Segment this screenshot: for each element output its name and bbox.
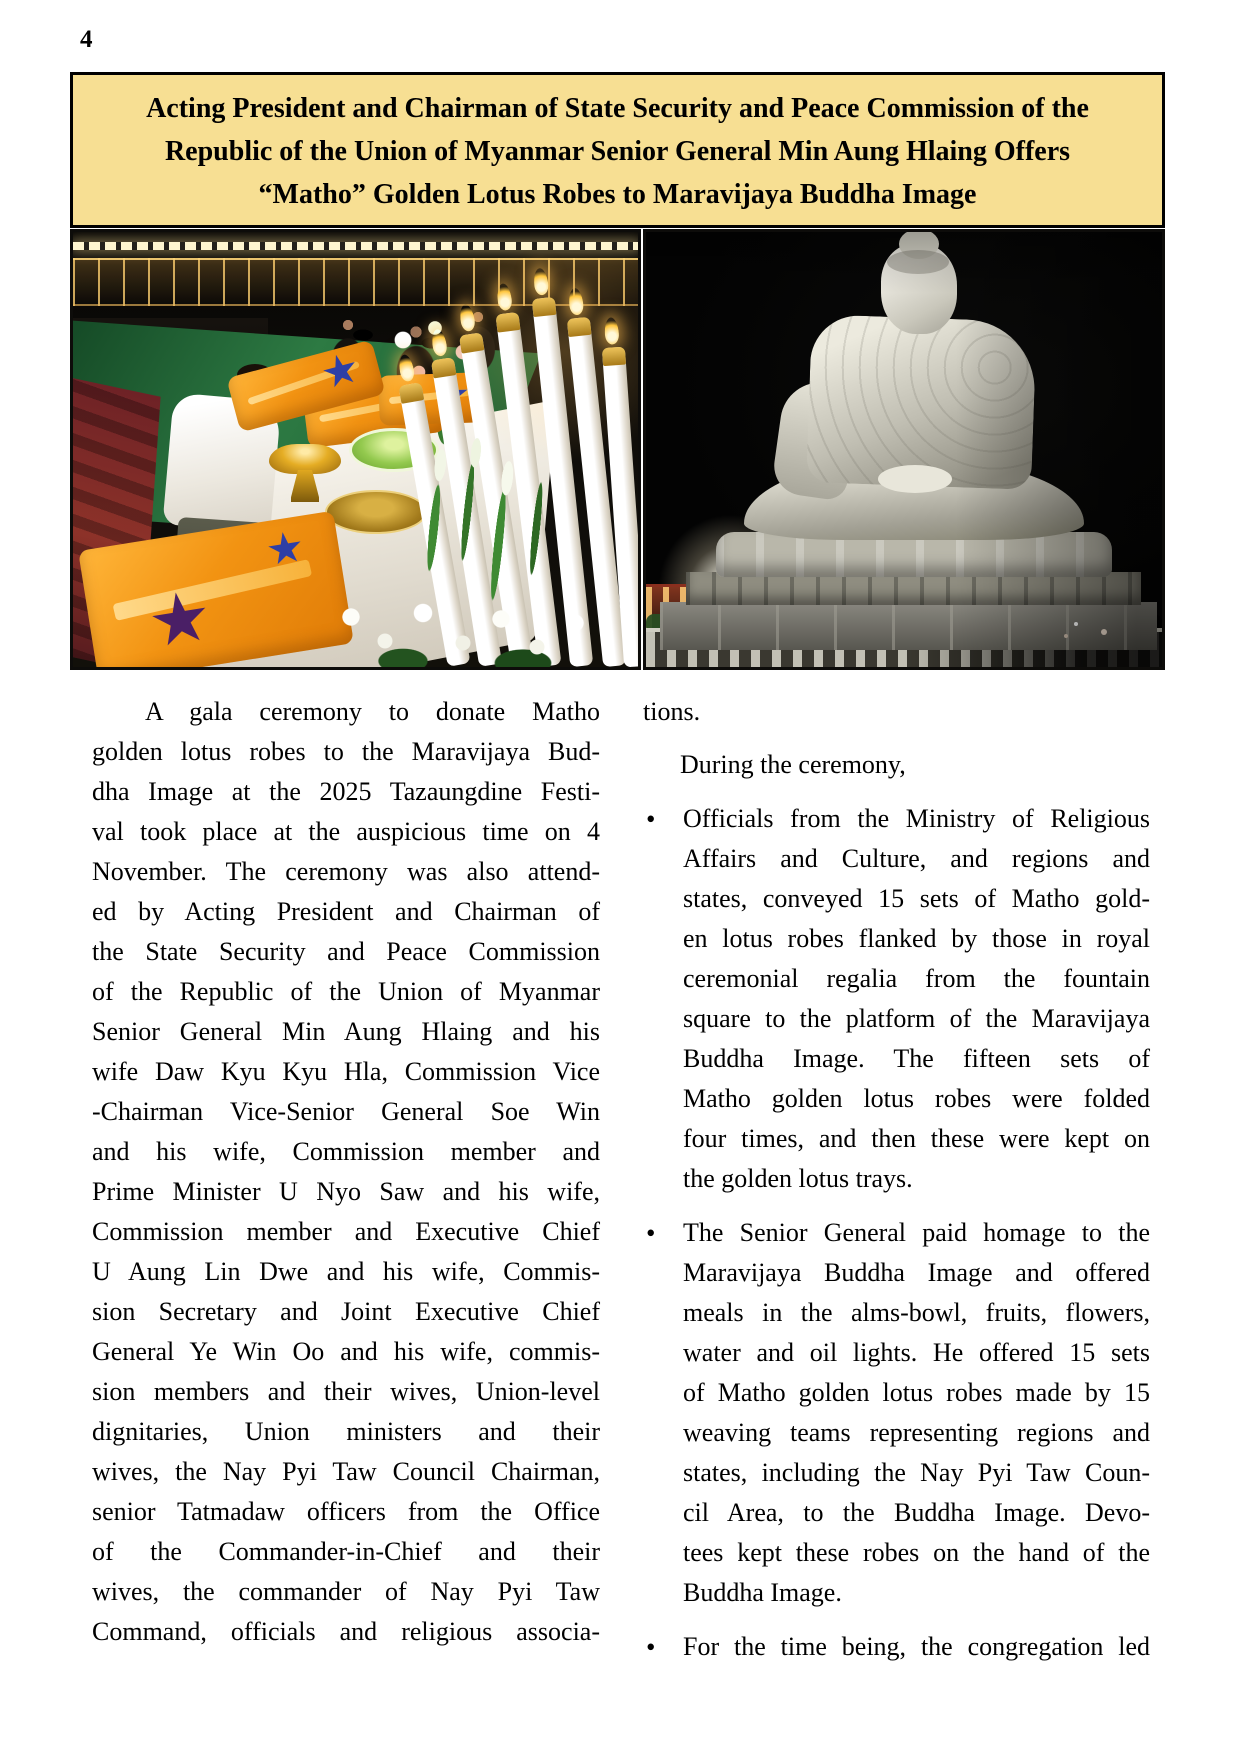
headline-line: Acting President and Chairman of State Security and Peace Commission of the — [146, 93, 1089, 124]
text-line: the golden lotus trays. — [683, 1164, 913, 1193]
text-line: U Aung Lin Dwe and his wife, Commis- — [92, 1257, 600, 1286]
paragraph-line: During the ceremony, — [680, 750, 906, 779]
text-line: Command, officials and religious associa- — [92, 1617, 600, 1646]
text-line: wives, the Nay Pyi Taw Council Chairman, — [92, 1457, 600, 1486]
text-line: Prime Minister U Nyo Saw and his wife, — [92, 1177, 600, 1206]
text-line: cil Area, to the Buddha Image. Devo- — [683, 1498, 1150, 1527]
text-line: meals in the alms-bowl, fruits, flowers, — [683, 1298, 1150, 1327]
text-line: Matho golden lotus robes were folded — [683, 1084, 1150, 1113]
text-line: -Chairman Vice-Senior General Soe Win — [92, 1097, 600, 1126]
bullet-marker: • — [646, 804, 656, 834]
text-line: sion Secretary and Joint Executive Chief — [92, 1297, 600, 1326]
shadow-overlay — [646, 232, 1162, 667]
text-line: the State Security and Peace Commission — [92, 937, 600, 966]
bullet-marker: • — [646, 1632, 656, 1662]
text-line: dha Image at the 2025 Tazaungdine Festi- — [92, 777, 600, 806]
text-line: A gala ceremony to donate Matho — [145, 697, 600, 726]
text-line: of the Republic of the Union of Myanmar — [92, 977, 600, 1006]
photo-row — [70, 229, 1165, 670]
text-line: ed by Acting President and Chairman of — [92, 897, 600, 926]
white-flowers — [323, 577, 641, 669]
star-ornament — [148, 588, 212, 652]
ceremony-offering-photo — [70, 229, 641, 670]
text-line: tees kept these robes on the hand of the — [683, 1538, 1150, 1567]
text-line: Maravijaya Buddha Image and offered — [683, 1258, 1150, 1287]
text-line: senior Tatmadaw officers from the Office — [92, 1497, 600, 1526]
text-line: water and oil lights. He offered 15 sets — [683, 1338, 1150, 1367]
text-line: of Matho golden lotus robes made by 15 — [683, 1378, 1150, 1407]
text-line: states, including the Nay Pyi Taw Coun- — [683, 1458, 1150, 1487]
text-line: For the time being, the congregation led — [683, 1632, 1150, 1661]
article-right-column — [643, 692, 1150, 1667]
bullet-item — [643, 1627, 1150, 1667]
text-line: Officials from the Ministry of Religious — [683, 804, 1150, 833]
text-line: val took place at the auspicious time on 4 — [92, 817, 600, 846]
text-line: weaving teams representing regions and — [683, 1418, 1150, 1447]
article-body — [92, 692, 1150, 1667]
text-line: November. The ceremony was also attend- — [92, 857, 600, 886]
text-line: Buddha Image. The fifteen sets of — [683, 1044, 1150, 1073]
text-line: Affairs and Culture, and regions and — [683, 844, 1150, 873]
text-line: General Ye Win Oo and his wife, commis- — [92, 1337, 600, 1366]
text-line: sion members and their wives, Union-level — [92, 1377, 600, 1406]
bullet-item — [643, 1213, 1150, 1613]
headline-line: “Matho” Golden Lotus Robes to Maravijaya Buddha Image — [258, 179, 977, 210]
golden-chalice — [269, 444, 341, 502]
text-line: wives, the commander of Nay Pyi Taw — [92, 1577, 600, 1606]
bullet-lines — [683, 1627, 1150, 1667]
text-line: Buddha Image. — [683, 1578, 842, 1607]
page-number: 4 — [80, 26, 93, 53]
bullet-item — [643, 799, 1150, 1199]
headline-line: Republic of the Union of Myanmar Senior General Min Aung Hlaing Offers — [164, 136, 1071, 167]
text-line: states, conveyed 15 sets of Matho gold- — [683, 884, 1150, 913]
text-line: wife Daw Kyu Kyu Hla, Commission Vice — [92, 1057, 600, 1086]
text-line: dignitaries, Union ministers and their — [92, 1417, 600, 1446]
text-line: tions. — [643, 697, 701, 726]
bullet-lines — [683, 1213, 1150, 1613]
text-line: of the Commander-in-Chief and their — [92, 1537, 600, 1566]
text-line: Senior General Min Aung Hlaing and his — [92, 1017, 600, 1046]
text-line: The Senior General paid homage to the — [683, 1218, 1150, 1247]
text-line: square to the platform of the Maravijaya — [683, 1004, 1150, 1033]
article-left-column — [92, 692, 600, 1667]
buddha-image-photo — [643, 229, 1165, 670]
text-line: golden lotus robes to the Maravijaya Bud- — [92, 737, 600, 766]
text-line: Commission member and Executive Chief — [92, 1217, 600, 1246]
headline-box — [70, 72, 1165, 228]
text-line: ceremonial regalia from the fountain — [683, 964, 1150, 993]
bullet-lines — [683, 799, 1150, 1199]
bullet-marker: • — [646, 1218, 656, 1248]
text-line: and his wife, Commission member and — [92, 1137, 600, 1166]
text-line: four times, and then these were kept on — [683, 1124, 1150, 1153]
text-line: en lotus robes flanked by those in royal — [683, 924, 1150, 953]
